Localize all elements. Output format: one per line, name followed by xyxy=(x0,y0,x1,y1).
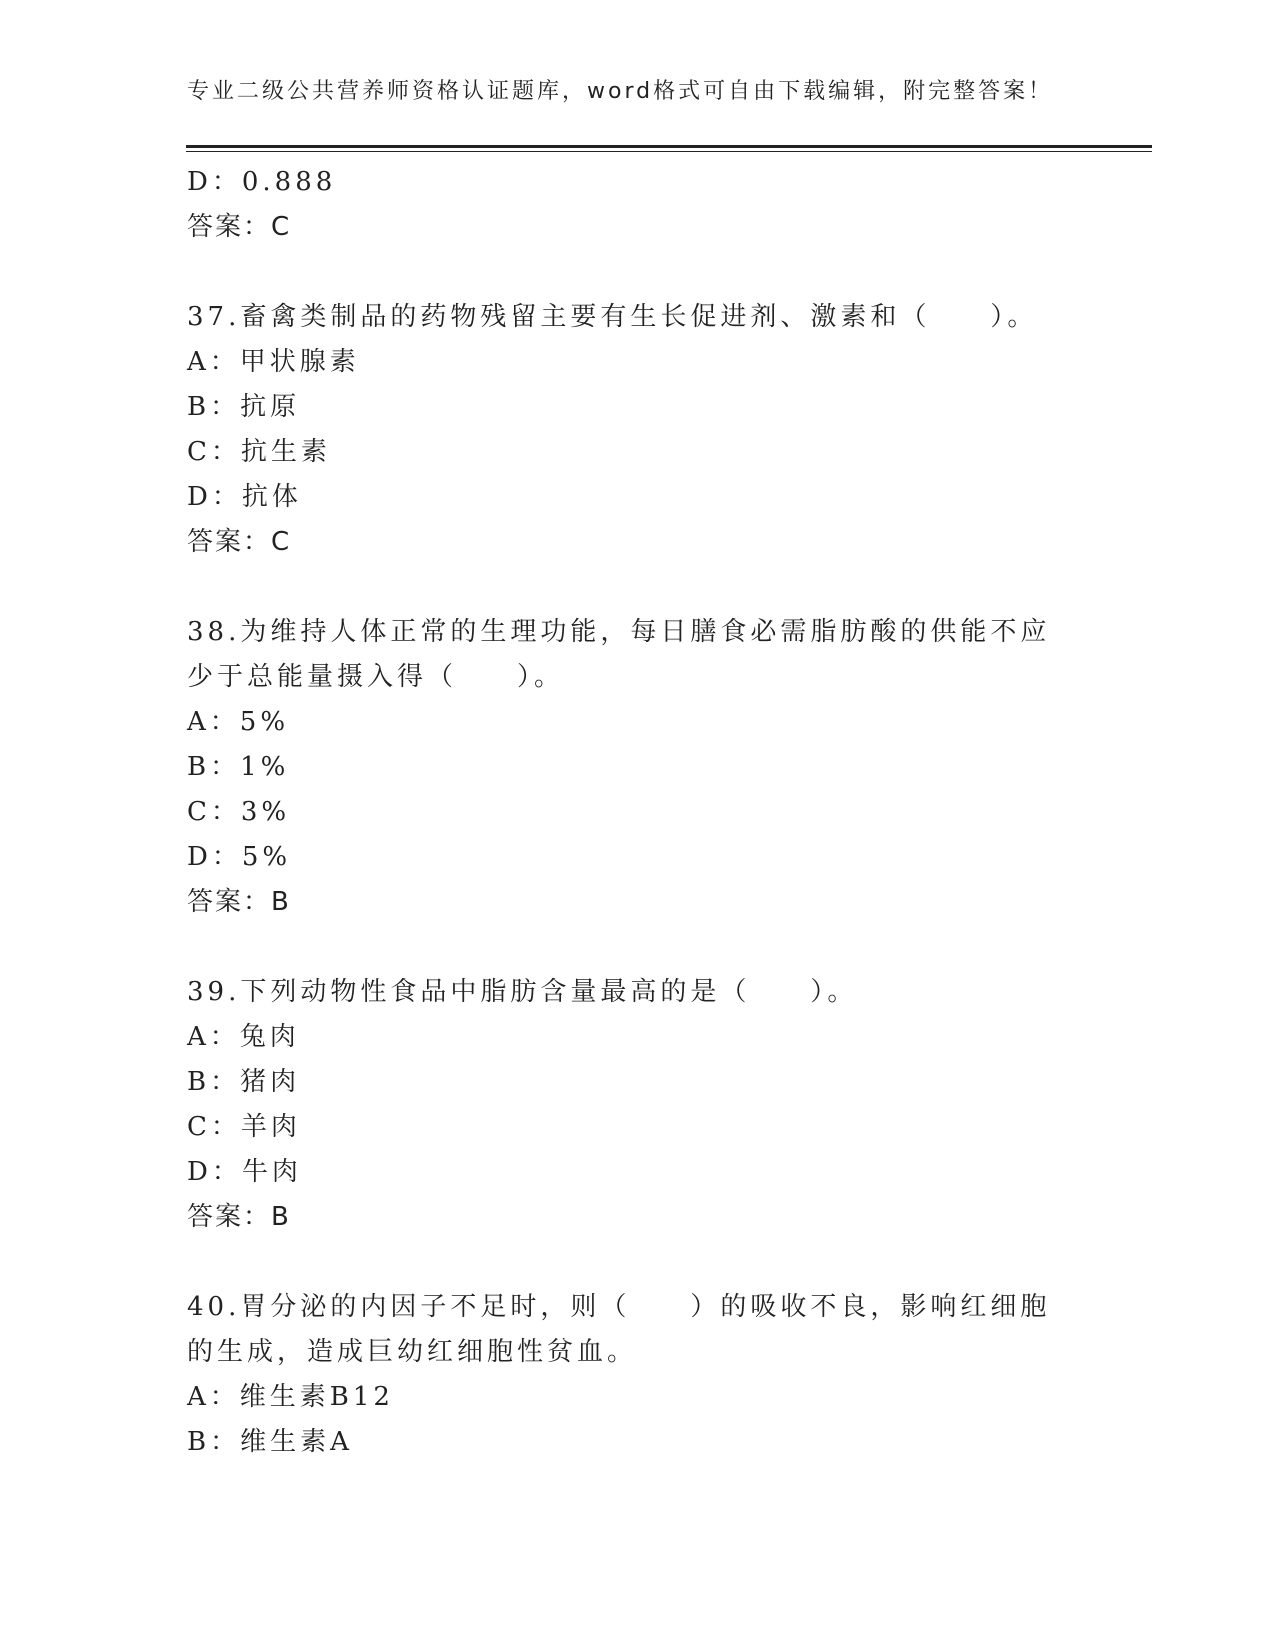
answer: 答案：B xyxy=(187,1202,291,1232)
carryover-option-d: D：0.888 xyxy=(187,167,337,197)
answer: 答案：C xyxy=(187,527,292,557)
page-header: 专业二级公共营养师资格认证题库，word格式可自由下载编辑，附完整答案！ xyxy=(187,79,1054,104)
option-d: D：牛肉 xyxy=(187,1157,302,1187)
carryover-answer: 答案：C xyxy=(187,212,292,242)
option-d: D：5% xyxy=(187,842,292,872)
option-a: A：维生素B12 xyxy=(187,1382,394,1412)
question-40 xyxy=(187,1285,1087,1465)
option-b: B：1% xyxy=(187,752,290,782)
option-c: C：3% xyxy=(187,797,291,827)
question-37 xyxy=(187,295,1087,565)
option-d: D：抗体 xyxy=(187,482,302,512)
option-b: B：维生素A xyxy=(187,1427,353,1457)
header-rule-thick xyxy=(186,145,1152,148)
option-c: C：羊肉 xyxy=(187,1112,301,1142)
question-38 xyxy=(187,610,1087,925)
question-39 xyxy=(187,970,1087,1240)
page-content xyxy=(187,160,1087,1465)
question-text: 40.胃分泌的内因子不足时，则（ ）的吸收不良，影响红细胞的生成，造成巨幼红细胞性贫血。 xyxy=(187,1292,1051,1367)
question-text: 37.畜禽类制品的药物残留主要有生长促进剂、激素和（ ）。 xyxy=(187,302,1038,332)
option-a: A：5% xyxy=(187,707,290,737)
question-text: 38.为维持人体正常的生理功能，每日膳食必需脂肪酸的供能不应少于总能量摄入得（ ）。 xyxy=(187,617,1051,692)
option-a: A：甲状腺素 xyxy=(187,347,360,377)
option-a: A：兔肉 xyxy=(187,1022,300,1052)
answer: 答案：B xyxy=(187,887,291,917)
option-c: C：抗生素 xyxy=(187,437,331,467)
header-rule-thin xyxy=(186,151,1152,152)
option-b: B：猪肉 xyxy=(187,1067,301,1097)
option-b: B：抗原 xyxy=(187,392,301,422)
question-text: 39.下列动物性食品中脂肪含量最高的是（ ）。 xyxy=(187,977,858,1007)
